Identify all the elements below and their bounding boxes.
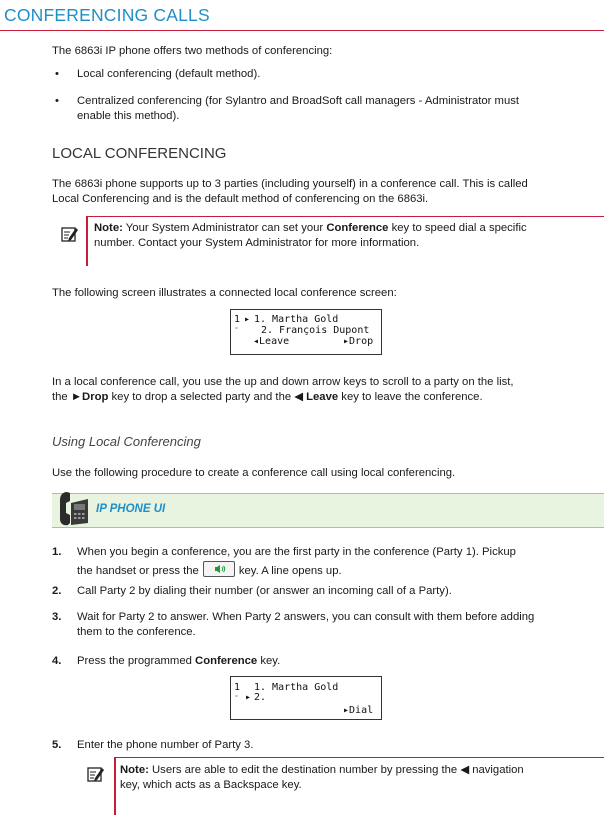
lcd-screen-dial	[230, 676, 382, 720]
step-text-line: the handset or press the key. A line opens up.	[77, 561, 342, 579]
drop-key-ref: Drop	[82, 391, 109, 403]
note-label: Note:	[120, 764, 149, 776]
selected-arrow-icon: ▸	[244, 314, 251, 325]
lcd-screen-connected	[230, 309, 382, 355]
step-text-line: Wait for Party 2 to answer. When Party 2 answers, you can consult with them before adding	[77, 611, 535, 623]
selected-arrow-icon: ▸	[245, 692, 252, 703]
step-number: 3.	[52, 611, 62, 623]
intro-text: The 6863i IP phone offers two methods of conferencing:	[52, 45, 333, 57]
note-text: key to speed dial a specific	[388, 222, 527, 234]
bullet-item: Centralized conferencing (for Sylantro and BroadSoft call managers - Administrator must	[77, 95, 520, 107]
left-arrow-icon: ◂	[253, 336, 260, 347]
speaker-icon	[204, 562, 234, 576]
lcd-party-2: 2. François Dupont	[261, 325, 370, 336]
note-top-rule	[86, 216, 604, 217]
lcd-line-number: 1	[234, 314, 241, 325]
local-para-line: Local Conferencing and is the default method of conferencing on the 6863i.	[52, 193, 429, 205]
step-number: 5.	[52, 739, 62, 751]
note-text-line: number. Contact your System Administrator for more information.	[94, 237, 420, 249]
lcd-party-2: 2.	[254, 692, 267, 703]
lcd-drop-softkey[interactable]: ▸Drop	[343, 336, 374, 347]
step-text-line: Enter the phone number of Party 3.	[77, 739, 254, 751]
note-label: Note:	[94, 222, 123, 234]
lcd-leave-softkey[interactable]: ◂Leave	[253, 336, 290, 347]
step-text-line: them to the conference.	[77, 626, 196, 638]
right-arrow-icon: ▸	[343, 705, 350, 716]
subsection-heading: Using Local Conferencing	[52, 434, 201, 449]
note-text-line	[94, 221, 527, 236]
lcd-line-number: 1	[234, 682, 241, 693]
note-side-bar	[114, 757, 116, 815]
note-pencil-icon	[87, 765, 105, 783]
note-top-rule	[114, 757, 604, 758]
lcd-dial-softkey[interactable]: ▸Dial	[343, 705, 374, 716]
leave-key-ref: Leave	[306, 391, 339, 403]
step-number: 4.	[52, 655, 62, 667]
local-para-line: The 6863i phone supports up to 3 parties (including yourself) in a conference call. This is called	[52, 178, 528, 190]
para2-line: the ►Drop key to drop a selected party and the ◀ Leave key to leave the conference.	[52, 391, 483, 403]
note-text-line: Note: Users are able to edit the destination number by pressing the ◀ navigation	[120, 764, 524, 776]
note-pencil-icon	[61, 225, 79, 243]
step-number: 2.	[52, 585, 62, 597]
para2-line: In a local conference call, you use the up and down arrow keys to scroll to a party on the list,	[52, 376, 514, 388]
screen-intro: The following screen illustrates a connected local conference screen:	[52, 287, 397, 299]
ip-phone-ui-label: IP PHONE UI	[96, 503, 166, 515]
lcd-party-1: 1. Martha Gold	[254, 314, 339, 325]
bullet-dot-icon: •	[55, 68, 59, 80]
step-text-line: Call Party 2 by dialing their number (or answer an incoming call of a Party).	[77, 585, 452, 597]
note-side-bar	[86, 216, 88, 266]
step-text-line: Press the programmed Conference key.	[77, 655, 281, 667]
bullet-item-continued: enable this method).	[77, 110, 180, 122]
bullet-item: Local conferencing (default method).	[77, 68, 261, 80]
page-title: CONFERENCING CALLS	[4, 5, 210, 25]
desk-phone-icon	[58, 489, 90, 527]
right-arrow-icon: ▸	[343, 336, 350, 347]
note-text-line: key, which acts as a Backspace key.	[120, 779, 302, 791]
lcd-party-1: 1. Martha Gold	[254, 682, 339, 693]
procedure-intro: Use the following procedure to create a conference call using local conferencing.	[52, 467, 456, 479]
handset-icon: ⁼	[234, 693, 239, 702]
right-triangle-icon: ►	[70, 391, 83, 403]
title-divider	[0, 30, 604, 31]
handset-icon: ⁼	[234, 325, 239, 334]
left-triangle-icon: ◀	[294, 391, 307, 403]
step-number: 1.	[52, 546, 62, 558]
speaker-key-button[interactable]	[203, 561, 235, 577]
left-triangle-icon: ◀	[457, 764, 473, 776]
conference-key-ref: Conference	[195, 655, 258, 667]
section-heading-local: LOCAL CONFERENCING	[52, 145, 227, 162]
conference-key-ref: Conference	[326, 222, 389, 234]
note-text: Your System Administrator can set your	[122, 222, 327, 234]
step-text-line: When you begin a conference, you are the first party in the conference (Party 1). Pickup	[77, 546, 516, 558]
bullet-dot-icon: •	[55, 95, 59, 107]
